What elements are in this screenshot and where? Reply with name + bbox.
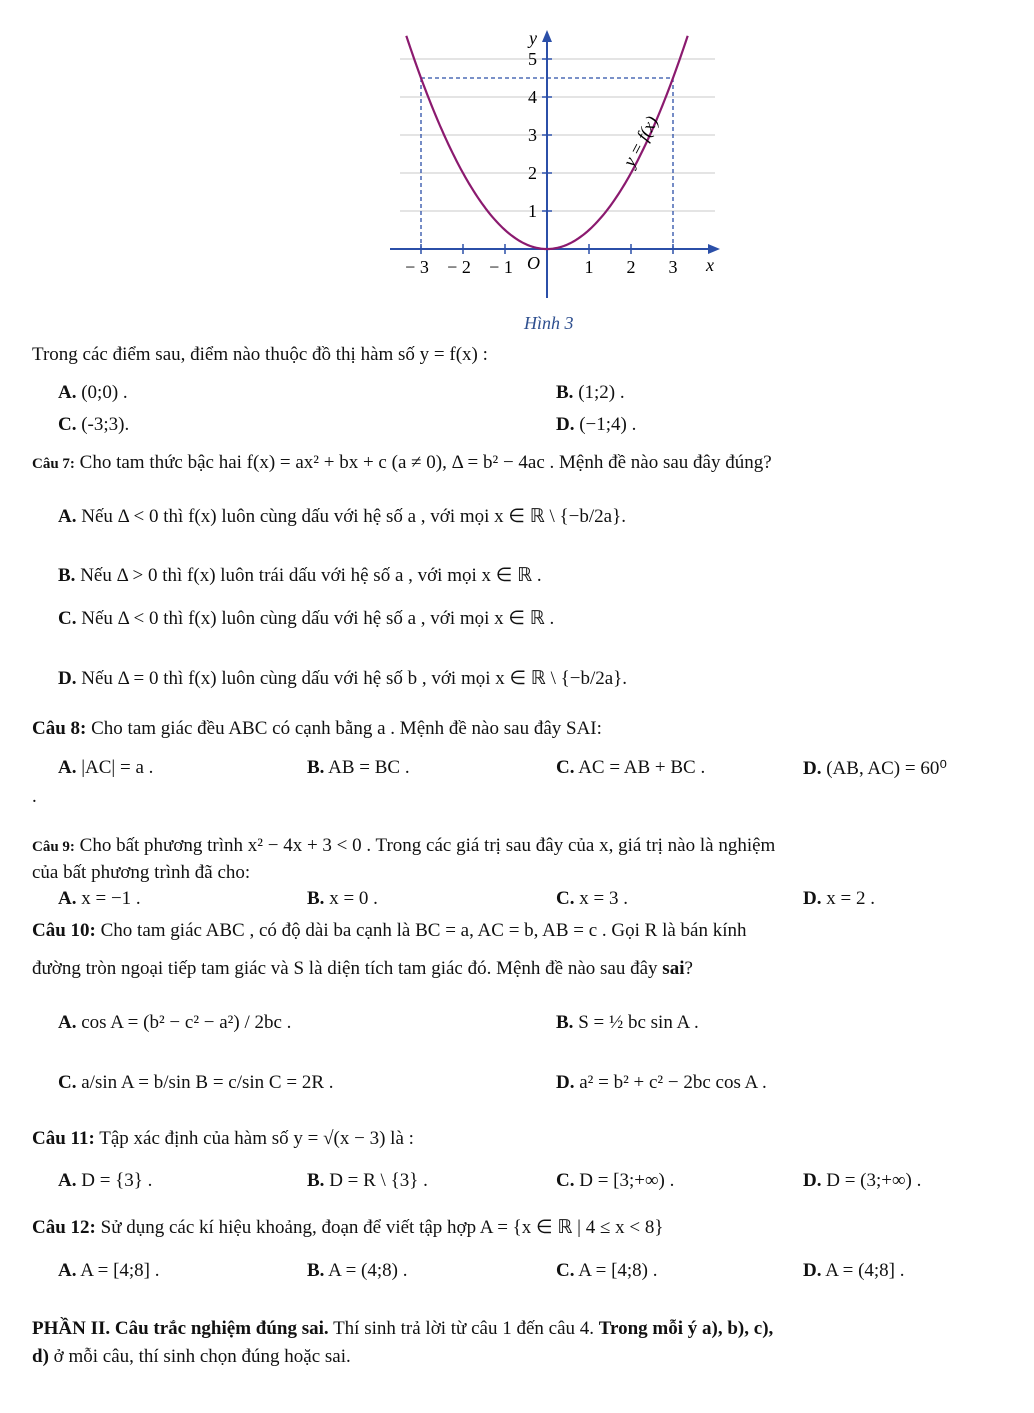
q6-option-c [58, 414, 129, 436]
option-text: AC = AB + BC . [578, 757, 706, 778]
option-text: D = (3;+∞) . [826, 1170, 922, 1191]
figure-caption: Hình 3 [524, 313, 574, 333]
option-key: C. [556, 757, 575, 778]
q6-stem: Trong các điểm sau, điểm nào thuộc đồ thị hàm số y = f(x) : [32, 344, 488, 365]
option-key: A. [58, 506, 77, 527]
q10-stem-line1 [32, 920, 747, 942]
x-tick-label: 1 [584, 257, 594, 277]
option-text: A = (4;8] . [825, 1260, 905, 1281]
option-text: x = 0 . [329, 888, 378, 909]
option-key: A. [58, 1170, 77, 1191]
option-key: C. [556, 1260, 575, 1281]
x-tick-label: − 2 [447, 257, 471, 277]
option-key: C. [58, 608, 77, 629]
option-text: AB = BC . [328, 757, 410, 778]
option-key: B. [556, 382, 574, 403]
q7-option-c [58, 607, 554, 630]
q11-option-a [58, 1170, 152, 1192]
option-text: S = ½ bc sin A . [578, 1012, 699, 1033]
option-key: D. [803, 1170, 822, 1191]
option-text: A = [4;8) . [578, 1260, 658, 1281]
q6-option-d [556, 414, 636, 436]
question-number: Câu 10: [32, 920, 96, 941]
part-emphasis: d) [32, 1346, 49, 1367]
q9-stem-line1 [32, 835, 775, 857]
option-key: B. [556, 1012, 574, 1033]
option-text: (0;0) . [81, 382, 128, 403]
question-number: Câu 9: [32, 839, 75, 855]
figure-grid [400, 59, 715, 211]
q10-option-c [58, 1072, 334, 1094]
y-tick-label: 1 [528, 201, 537, 221]
part-text: ở mỗi câu, thí sinh chọn đúng hoặc sai. [48, 1346, 351, 1367]
q8-option-d [803, 757, 947, 780]
q12-option-a [58, 1260, 160, 1282]
q9-option-d [803, 888, 875, 910]
q6-option-a [58, 382, 128, 404]
option-key: C. [58, 414, 77, 435]
question-text: Cho bất phương trình x² − 4x + 3 < 0 . Trong các giá trị sau đây của x, giá trị nào là nghiệm [79, 835, 776, 856]
q12-option-c [556, 1260, 658, 1282]
option-key: D. [556, 414, 575, 435]
q9-stem-line2: của bất phương trình đã cho: [32, 862, 251, 883]
option-key: B. [58, 565, 76, 586]
y-tick-label: 4 [528, 87, 537, 107]
option-text: (1;2) . [578, 382, 625, 403]
option-text: (−1;4) . [579, 414, 637, 435]
q11-option-c [556, 1170, 674, 1192]
question-text: Cho tam thức bậc hai f(x) = ax² + bx + c (a ≠ 0), Δ = b² − 4ac . Mệnh đề nào sau đây đúng? [79, 452, 772, 473]
y-axis-label: y [529, 28, 537, 48]
x-tick-label: − 1 [489, 257, 513, 277]
option-key: D. [803, 888, 822, 909]
q8-option-c [556, 757, 705, 779]
option-key: B. [307, 1170, 325, 1191]
q9-option-c [556, 888, 628, 910]
question-text: Sử dụng các kí hiệu khoảng, đoạn để viết tập hợp A = {x ∈ ℝ | 4 ≤ x < 8} [100, 1217, 664, 1238]
q7-option-b [58, 564, 542, 587]
option-key: C. [556, 888, 575, 909]
option-text: x = 3 . [579, 888, 628, 909]
q11-option-d [803, 1170, 921, 1192]
question-number: Câu 12: [32, 1217, 96, 1238]
question-text: Cho tam giác đều ABC có cạnh bằng a . Mệnh đề nào sau đây SAI: [91, 718, 602, 739]
option-text: x = −1 . [81, 888, 141, 909]
option-text: Nếu Δ < 0 thì f(x) luôn cùng dấu với hệ số a , với mọi x ∈ ℝ \ {−b/2a}. [81, 506, 626, 527]
q7-option-a [58, 505, 626, 528]
parabola-figure [380, 20, 740, 320]
q10-option-d [556, 1072, 767, 1094]
option-text: A = [4;8] . [80, 1260, 160, 1281]
option-text: A = (4;8) . [328, 1260, 408, 1281]
option-text: D = {3} . [81, 1170, 153, 1191]
option-key: C. [556, 1170, 575, 1191]
part-title: PHẦN II. Câu trắc nghiệm đúng sai. [32, 1318, 329, 1339]
option-key: D. [803, 758, 822, 779]
option-text: x = 2 . [826, 888, 875, 909]
origin-label: O [527, 253, 540, 273]
option-key: A. [58, 757, 77, 778]
q12-stem [32, 1216, 663, 1239]
option-text: Nếu Δ = 0 thì f(x) luôn cùng dấu với hệ số b , với mọi x ∈ ℝ \ {−b/2a}. [81, 668, 628, 689]
option-text: |AC| = a . [81, 757, 154, 778]
option-key: A. [58, 1260, 77, 1281]
question-number: Câu 7: [32, 456, 75, 472]
y-axis-arrow [542, 30, 552, 42]
option-key: B. [307, 757, 325, 778]
q11-stem [32, 1128, 414, 1150]
part-text: Thí sinh trả lời từ câu 1 đến câu 4. [328, 1318, 599, 1339]
q9-option-b [307, 888, 378, 910]
option-text: a² = b² + c² − 2bc cos A . [579, 1072, 767, 1093]
option-text: a/sin A = b/sin B = c/sin C = 2R . [81, 1072, 334, 1093]
q9-option-a [58, 888, 141, 910]
curve-label: y = f(x) [618, 112, 662, 170]
option-key: A. [58, 382, 77, 403]
x-axis-arrow [708, 244, 720, 254]
option-text: Nếu Δ < 0 thì f(x) luôn cùng dấu với hệ số a , với mọi x ∈ ℝ . [81, 608, 555, 629]
q8-option-b [307, 757, 410, 779]
option-key: B. [307, 888, 325, 909]
part-emphasis: Trong mỗi ý a), b), c), [598, 1318, 774, 1339]
option-key: B. [307, 1260, 325, 1281]
q10-stem-line2 [32, 958, 693, 980]
q11-option-b [307, 1170, 428, 1192]
option-text: D = R \ {3} . [329, 1170, 428, 1191]
q8-trailing-dot: . [32, 786, 37, 807]
y-tick-label: 3 [528, 125, 537, 145]
option-key: D. [803, 1260, 822, 1281]
q12-option-b [307, 1260, 407, 1282]
y-tick-label: 2 [528, 163, 537, 183]
option-text: cos A = (b² − c² − a²) / 2bc . [81, 1012, 292, 1033]
option-key: D. [58, 668, 77, 689]
part2-line2 [32, 1346, 351, 1368]
option-text: Nếu Δ > 0 thì f(x) luôn trái dấu với hệ số a , với mọi x ∈ ℝ . [80, 565, 542, 586]
question-number: Câu 8: [32, 718, 87, 739]
y-tick-label: 5 [528, 49, 537, 69]
part2-line1 [32, 1318, 773, 1340]
q8-option-a [58, 757, 153, 779]
q7-option-d [58, 667, 627, 690]
option-text: D = [3;+∞) . [579, 1170, 675, 1191]
option-key: A. [58, 1012, 77, 1033]
x-tick-label: 3 [668, 257, 678, 277]
option-key: C. [58, 1072, 77, 1093]
q6-option-b [556, 382, 625, 404]
question-text: đường tròn ngoại tiếp tam giác và S là diện tích tam giác đó. Mệnh đề nào sau đây [32, 958, 663, 979]
question-text: Tập xác định của hàm số y = √(x − 3) là : [99, 1128, 414, 1149]
option-key: A. [58, 888, 77, 909]
q10-option-b [556, 1012, 699, 1034]
q7-stem [32, 452, 772, 474]
emphasis: sai [662, 958, 685, 979]
question-mark: ? [684, 958, 693, 979]
q8-stem [32, 718, 602, 740]
x-tick-label: 2 [626, 257, 636, 277]
question-text: Cho tam giác ABC , có độ dài ba cạnh là BC = a, AC = b, AB = c . Gọi R là bán kính [100, 920, 747, 941]
option-key: D. [556, 1072, 575, 1093]
question-number: Câu 11: [32, 1128, 95, 1149]
option-text: (-3;3). [81, 414, 130, 435]
q10-option-a [58, 1012, 291, 1034]
x-tick-label: − 3 [405, 257, 429, 277]
x-axis-label: x [706, 255, 714, 275]
option-text: (AB, AC) = 60⁰ [826, 758, 947, 779]
q12-option-d [803, 1260, 905, 1282]
